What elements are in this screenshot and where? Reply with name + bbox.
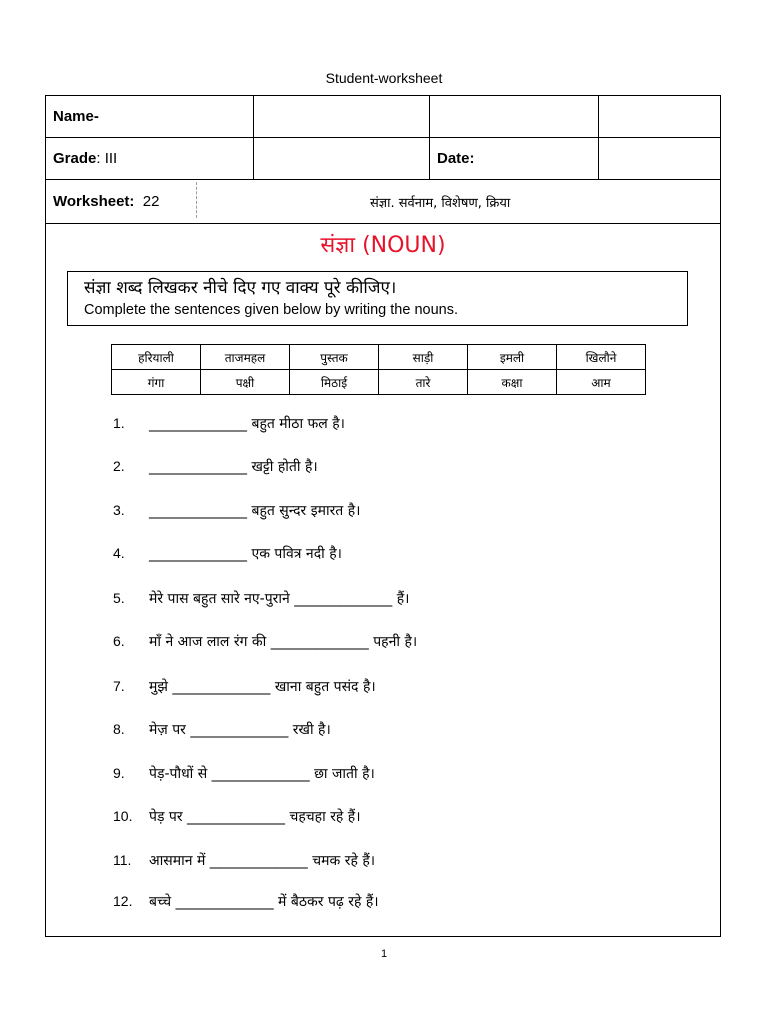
question-text: पेड़ पर ______________ चहचहा रहे हैं। bbox=[149, 808, 361, 825]
topics-list: संज्ञा. सर्वनाम, विशेषण, क्रिया bbox=[370, 195, 511, 211]
instructions-hindi: संज्ञा शब्द लिखकर नीचे दिए गए वाक्य पूरे कीजिए। bbox=[84, 278, 397, 298]
question-item[interactable] bbox=[113, 455, 318, 477]
question-text: ______________ बहुत सुन्दर इमारत है। bbox=[149, 502, 361, 519]
question-text: ______________ एक पवित्र नदी है। bbox=[149, 545, 342, 562]
question-text: ______________ खट्टी होती है। bbox=[149, 458, 318, 475]
question-number: 5. bbox=[113, 590, 125, 606]
word-cell: साड़ी bbox=[379, 345, 468, 370]
grade-label: Grade : III bbox=[53, 150, 118, 167]
question-number: 12. bbox=[113, 893, 133, 909]
date-field[interactable] bbox=[599, 138, 720, 179]
worksheet-label: Worksheet: 22 bbox=[53, 193, 160, 210]
question-item[interactable] bbox=[113, 412, 345, 434]
word-cell: खिलौने bbox=[557, 345, 646, 370]
word-cell: आम bbox=[557, 370, 646, 395]
word-cell: मिठाई bbox=[290, 370, 379, 395]
question-item[interactable] bbox=[113, 542, 342, 564]
question-text: आसमान में ______________ चमक रहे हैं। bbox=[149, 852, 376, 869]
question-number: 2. bbox=[113, 458, 125, 474]
divider bbox=[196, 182, 197, 218]
word-cell: इमली bbox=[468, 345, 557, 370]
question-number: 8. bbox=[113, 721, 125, 737]
name-label: Name- bbox=[53, 108, 99, 125]
grade-date-row bbox=[46, 138, 720, 180]
question-number: 1. bbox=[113, 415, 125, 431]
page-title: संज्ञा (NOUN) bbox=[320, 233, 446, 258]
question-text: बच्चे ______________ में बैठकर पढ़ रहे हैं। bbox=[149, 893, 379, 910]
document-header: Student-worksheet bbox=[325, 70, 443, 86]
question-item[interactable] bbox=[113, 587, 409, 609]
word-cell: तारे bbox=[379, 370, 468, 395]
word-cell: हरियाली bbox=[112, 345, 201, 370]
instructions-box bbox=[67, 271, 688, 326]
page-number: 1 bbox=[380, 948, 388, 960]
question-text: मुझे ______________ खाना बहुत पसंद है। bbox=[149, 678, 376, 695]
question-item[interactable] bbox=[113, 805, 361, 827]
word-bank-row bbox=[112, 345, 646, 370]
instructions-english: Complete the sentences given below by writing the nouns. bbox=[84, 302, 458, 318]
question-text: माँ ने आज लाल रंग की ______________ पहनी है। bbox=[149, 633, 418, 650]
word-bank-table bbox=[111, 344, 646, 395]
question-item[interactable] bbox=[113, 675, 376, 697]
worksheet-number: 22 bbox=[142, 193, 160, 210]
question-text: पेड़-पौधों से ______________ छा जाती है। bbox=[149, 765, 375, 782]
word-cell: कक्षा bbox=[468, 370, 557, 395]
question-item[interactable] bbox=[113, 630, 417, 652]
question-number: 6. bbox=[113, 633, 125, 649]
question-text: मेज़ पर ______________ रखी है। bbox=[149, 721, 331, 738]
question-number: 7. bbox=[113, 678, 125, 694]
question-item[interactable] bbox=[113, 849, 375, 871]
question-item[interactable] bbox=[113, 499, 360, 521]
question-number: 10. bbox=[113, 808, 133, 824]
word-cell: पुस्तक bbox=[290, 345, 379, 370]
question-number: 11. bbox=[113, 852, 132, 868]
grade-value: : III bbox=[96, 150, 118, 167]
question-number: 4. bbox=[113, 545, 125, 561]
question-item[interactable] bbox=[113, 890, 379, 912]
name-row bbox=[46, 96, 720, 138]
question-number: 3. bbox=[113, 502, 125, 518]
worksheet-row bbox=[46, 180, 720, 224]
question-text: मेरे पास बहुत सारे नए-पुराने ______________ हैं। bbox=[149, 590, 410, 607]
question-number: 9. bbox=[113, 765, 125, 781]
date-label: Date: bbox=[437, 150, 475, 167]
question-item[interactable] bbox=[113, 718, 331, 740]
question-text: ______________ बहुत मीठा फल है। bbox=[149, 415, 345, 432]
word-cell: गंगा bbox=[112, 370, 201, 395]
question-item[interactable] bbox=[113, 762, 375, 784]
word-bank-row bbox=[112, 370, 646, 395]
word-cell: पक्षी bbox=[201, 370, 290, 395]
worksheet-frame bbox=[45, 95, 721, 937]
name-field[interactable] bbox=[254, 96, 429, 137]
word-cell: ताजमहल bbox=[201, 345, 290, 370]
